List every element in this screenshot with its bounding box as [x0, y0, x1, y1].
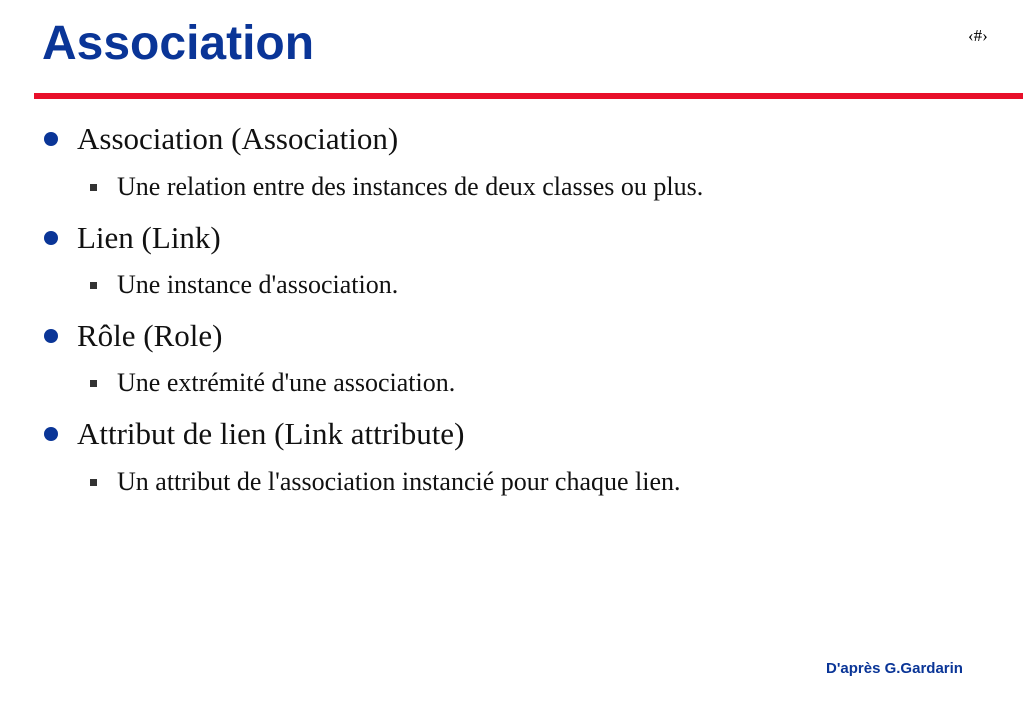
bullet-dot-icon [44, 427, 58, 441]
bullet-item [44, 119, 398, 159]
bullet-text: Attribut de lien (Link attribute) [77, 416, 465, 451]
bullet-item [44, 218, 221, 258]
bullet-dot-icon [44, 329, 58, 343]
bullet-text: Lien (Link) [77, 220, 221, 255]
sub-bullet-item [90, 172, 703, 202]
bullet-dot-icon [44, 231, 58, 245]
sub-bullet-text: Un attribut de l'association instancié pour chaque lien. [117, 467, 681, 496]
bullet-item [44, 316, 223, 356]
sub-bullet-square-icon [90, 380, 97, 387]
bullet-dot-icon [44, 132, 58, 146]
title-divider [34, 93, 1023, 99]
sub-bullet-text: Une instance d'association. [117, 270, 399, 299]
sub-bullet-square-icon [90, 479, 97, 486]
bullet-text: Association (Association) [77, 121, 399, 156]
slide-title: Association [42, 17, 315, 70]
sub-bullet-item [90, 270, 398, 300]
bullet-item [44, 414, 464, 454]
sub-bullet-item [90, 467, 681, 497]
sub-bullet-text: Une relation entre des instances de deux classes ou plus. [117, 172, 704, 201]
footer-credit: D'après G.Gardarin [826, 660, 963, 677]
sub-bullet-square-icon [90, 282, 97, 289]
sub-bullet-text: Une extrémité d'une association. [117, 368, 456, 397]
sub-bullet-item [90, 368, 455, 398]
bullet-text: Rôle (Role) [77, 318, 223, 353]
sub-bullet-square-icon [90, 184, 97, 191]
slide-number: ‹#› [968, 26, 988, 45]
